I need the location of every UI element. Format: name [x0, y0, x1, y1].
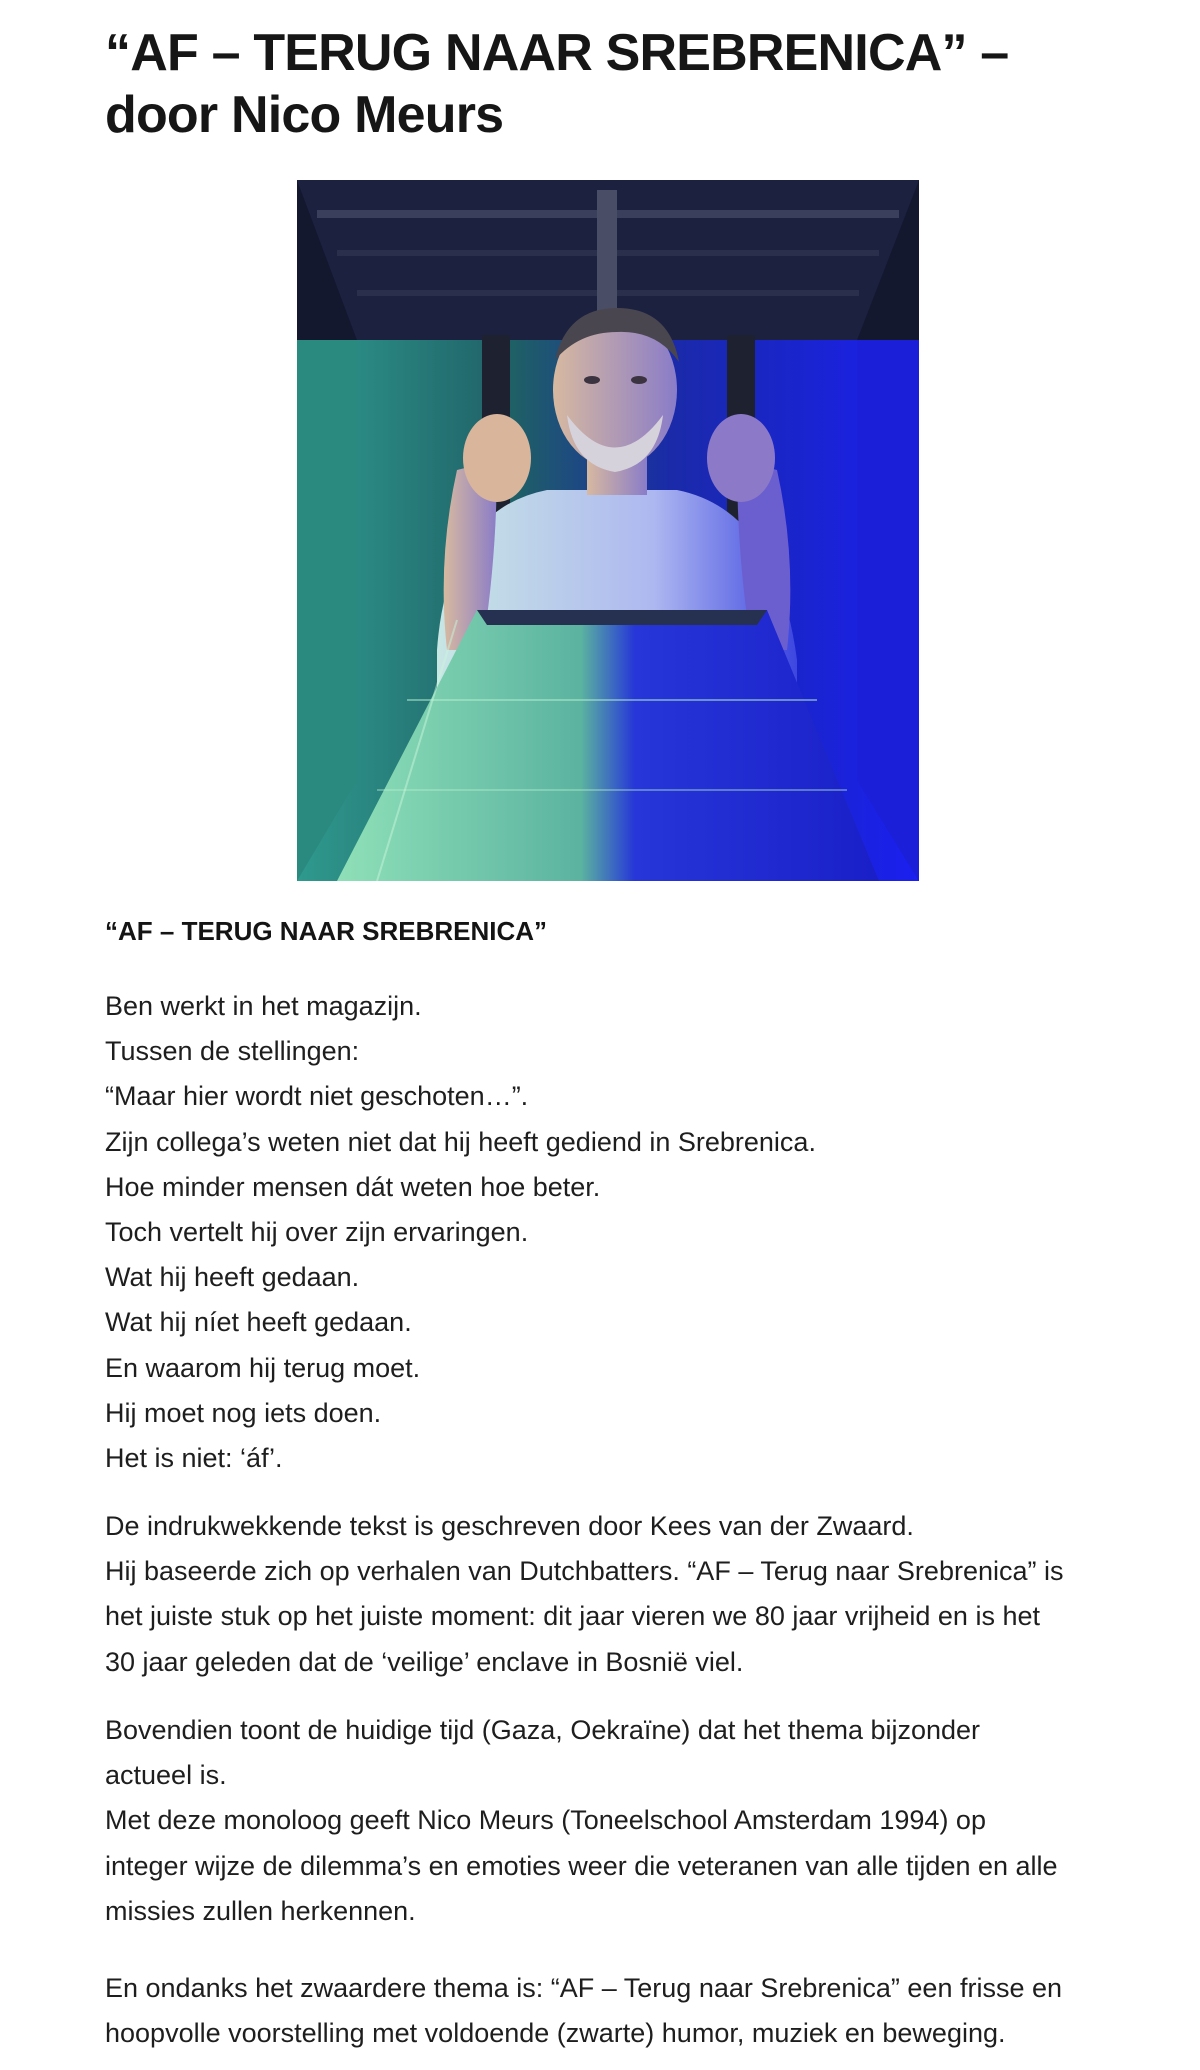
poem-line: Hij moet nog iets doen.: [105, 1397, 382, 1428]
title-line-1: “AF – TERUG NAAR SREBRENICA” –: [105, 24, 1009, 82]
poem-line: Toch vertelt hij over zijn ervaringen.: [105, 1217, 529, 1248]
paragraph-line: 30 jaar geleden dat de ‘veilige’ enclave in Bosnië viel.: [105, 1646, 744, 1677]
paragraph-closing: [105, 1966, 1115, 2056]
poem-line: Wat hij heeft gedaan.: [105, 1262, 360, 1293]
page-title: [105, 22, 1105, 146]
paragraph-line: actueel is.: [105, 1760, 227, 1791]
paragraph-author: [105, 1504, 1115, 1685]
poem-line: Wat hij níet heeft gedaan.: [105, 1307, 412, 1338]
paragraph-line: De indrukwekkende tekst is geschreven door Kees van der Zwaard.: [105, 1511, 914, 1541]
paragraph-line: het juiste stuk op het juiste moment: dit jaar vieren we 80 jaar vrijheid en is het: [105, 1601, 1040, 1632]
poem-line: Ben werkt in het magazijn.: [105, 991, 422, 1021]
paragraph-line: missies zullen herkennen.: [105, 1895, 416, 1926]
actor-photo-illustration: [297, 180, 919, 881]
paragraph-line: Hij baseerde zich op verhalen van Dutchbatters. “AF – Terug naar Srebrenica” is: [105, 1556, 1064, 1587]
article: [105, 22, 1105, 146]
article-subtitle: “AF – TERUG NAAR SREBRENICA”: [105, 916, 548, 946]
poem-block: [105, 984, 816, 1481]
poem-line: Hoe minder mensen dát weten hoe beter.: [105, 1171, 601, 1202]
paragraph-line: Met deze monoloog geeft Nico Meurs (Toneelschool Amsterdam 1994) op: [105, 1805, 986, 1836]
article-photo: [297, 180, 919, 881]
poem-line: Het is niet: ‘áf’.: [105, 1443, 283, 1474]
paragraph-line: hoopvolle voorstelling met voldoende (zwarte) humor, muziek en beweging.: [105, 2018, 1006, 2049]
poem-line: Zijn collega’s weten niet dat hij heeft gediend in Srebrenica.: [105, 1126, 816, 1157]
paragraph-line: integer wijze de dilemma’s en emoties weer die veteranen van alle tijden en alle: [105, 1850, 1058, 1881]
paragraph-line: Bovendien toont de huidige tijd (Gaza, Oekraïne) dat het thema bijzonder: [105, 1715, 981, 1745]
poem-line: En waarom hij terug moet.: [105, 1352, 421, 1383]
poem-line: Tussen de stellingen:: [105, 1036, 360, 1067]
poem-line: “Maar hier wordt niet geschoten…”.: [105, 1081, 529, 1112]
title-line-2: door Nico Meurs: [105, 86, 504, 144]
paragraph-theme: [105, 1708, 1115, 1934]
paragraph-line: En ondanks het zwaardere thema is: “AF – Terug naar Srebrenica” een frisse en: [105, 1973, 1063, 2003]
